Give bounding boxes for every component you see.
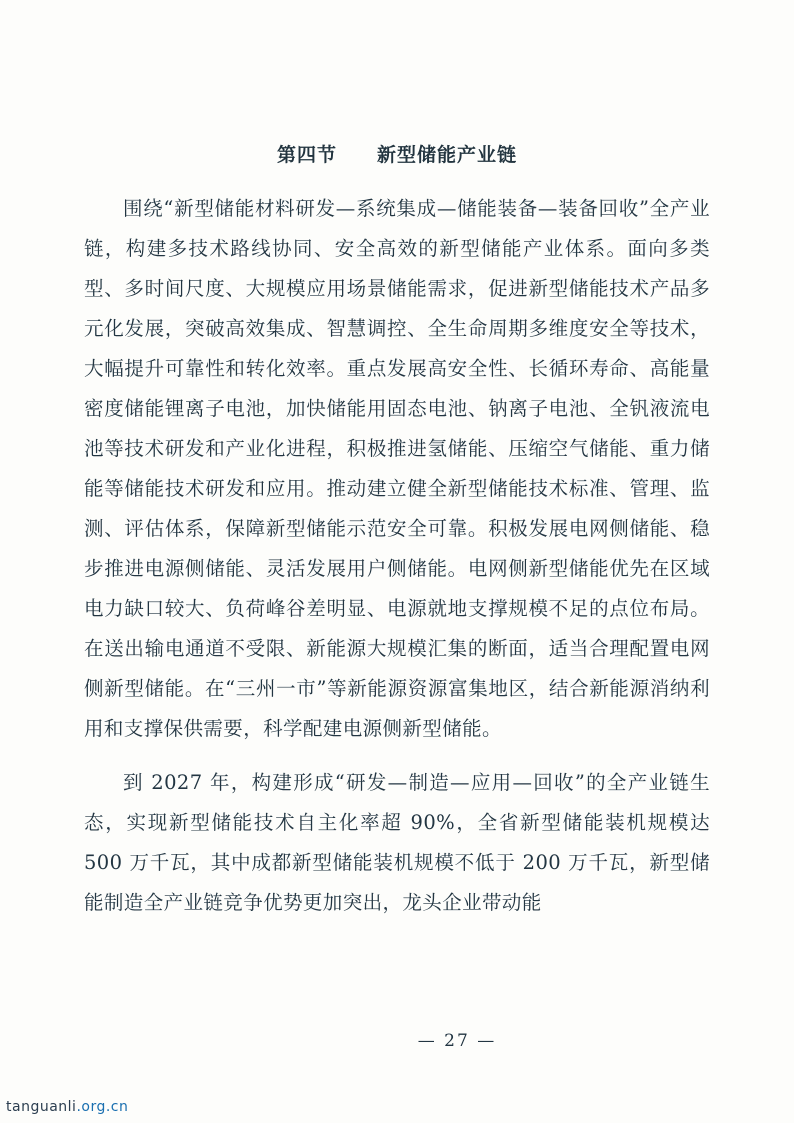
paragraph-2: 到 2027 年，构建形成“研发—制造—应用—回收”的全产业链生态，实现新型储能技术自主化率超 90%，全省新型储能装机规模达 500 万千瓦，其中成都新型储能装机规模不低于 200 万千瓦，新型储能制造全产业链竞争优势更加突出，龙头企业带动能 [84, 771, 710, 914]
watermark-suffix: .org.cn [76, 1099, 129, 1115]
section-title: 第四节 新型储能产业链 [276, 144, 517, 166]
document-body [84, 140, 710, 929]
watermark [6, 1099, 128, 1115]
watermark-main: tanguanli [6, 1099, 77, 1115]
page-number [0, 1031, 794, 1051]
paragraph-1: 围绕“新型储能材料研发—系统集成—储能装备—装备回收”全产业链，构建多技术路线协同、安全高效的新型储能产业体系。面向多类型、多时间尺度、大规模应用场景储能需求，促进新型储能技术产品多元化发展，突破高效集成、智慧调控、全生命周期多维度安全等技术，大幅提升可靠性和转化效率。重点发展高安全性、长循环寿命、高能量密度储能锂离子电池，加快储能用固态电池、钠离子电池、全钒液流电池等技术研发和产业化进程，积极推进氢储能、压缩空气储能、重力储能等储能技术研发和应用。推动建立健全新型储能技术标准、管理、监测、评估体系，保障新型储能示范安全可靠。积极发展电网侧储能、稳步推进电源侧储能、灵活发展用户侧储能。电网侧新型储能优先在区域电力缺口较大、负荷峰谷差明显、电源就地支撑规模不足的点位布局。在送出输电通道不受限、新能源大规模汇集的断面，适当合理配置电网侧新型储能。在“三州一市”等新能源资源富集地区，结合新能源消纳利用和支撑保供需要，科学配建电源侧新型储能。 [84, 197, 710, 740]
page-number-text: — 27 — [417, 1031, 497, 1051]
